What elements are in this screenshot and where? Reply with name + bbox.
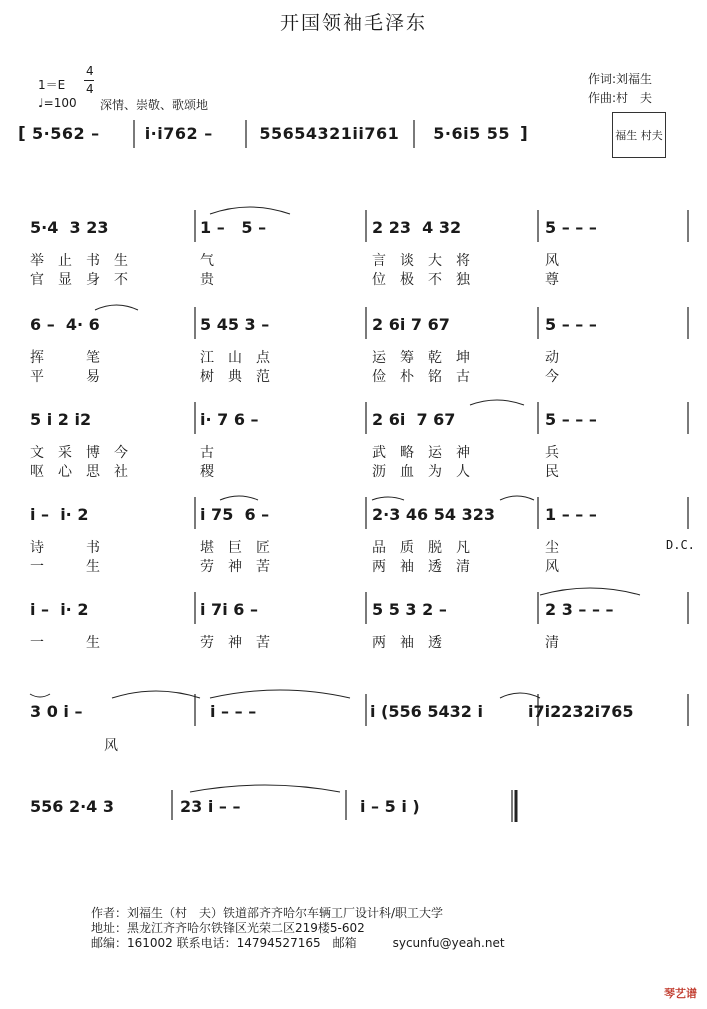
row-2-lyric-line-2	[0, 366, 707, 384]
row-4-lyric-line-1	[0, 537, 707, 555]
lyric-phrase: 呕心思社	[30, 464, 142, 480]
lyric-phrase: 动	[545, 350, 573, 366]
slur	[500, 496, 534, 500]
song-title: 开国领袖毛泽东	[279, 12, 427, 34]
lyric-phrase: 举止书生	[30, 253, 142, 269]
row-3-lyric-line-1	[0, 442, 707, 460]
lyric-phrase: 一 生	[30, 635, 114, 651]
lyric-phrase: 官显身不	[30, 272, 142, 288]
slur	[210, 690, 350, 698]
slur	[95, 305, 138, 310]
lyric-phrase: 武略运神	[372, 445, 484, 461]
time-signature-top: 4	[86, 64, 94, 78]
row-7-measures	[30, 797, 550, 816]
lyric-phrase: 尊	[545, 272, 573, 288]
intro-measure: 55654321ii761	[259, 124, 400, 143]
measure: i – i· 2	[30, 600, 89, 619]
measure: 2·3 46 54 323	[372, 505, 495, 524]
row-6-lyric: 风	[104, 738, 118, 754]
lyric-phrase: 文采博今	[30, 445, 142, 461]
lyric-phrase: 风	[545, 253, 573, 269]
lyric-phrase: 民	[545, 464, 573, 480]
key-signature: 1＝E	[38, 78, 66, 92]
measure: 1 – 5 –	[200, 218, 267, 237]
lyric-phrase: 稷	[200, 464, 228, 480]
lyric-phrase: 俭朴铭古	[372, 369, 484, 385]
lyric-phrase: 今	[545, 369, 573, 385]
lyric-phrase: 品质脱凡	[372, 540, 484, 556]
measure: 556 2·4 3	[30, 797, 115, 816]
row-5-lyric-line-2	[0, 651, 707, 669]
lyric-phrase: 劳神苦	[200, 559, 284, 575]
slur	[372, 497, 404, 500]
tempo-marking: ♩=100	[38, 96, 77, 110]
lyric-phrase: 言谈大将	[372, 253, 484, 269]
measure: 5 – – –	[545, 315, 597, 334]
measure: 5 45 3 –	[200, 315, 270, 334]
slur	[470, 400, 524, 405]
seal-stamp-icon: 福生 村夫	[612, 112, 666, 158]
measure: i7i2232i765	[528, 702, 634, 721]
intro-measure: 5·6i5 55	[433, 124, 511, 143]
slur	[30, 694, 50, 697]
slur	[220, 496, 258, 500]
measure: i· 7 6 –	[200, 410, 259, 429]
lyric-phrase: 两袖透清	[372, 559, 484, 575]
footer-author: 作者：刘福生（村 夫）铁道部齐齐哈尔车辆工厂设计科/职工大学	[91, 906, 444, 920]
footer-info	[91, 906, 505, 951]
intro-measure: i·i762 –	[144, 124, 213, 143]
lyric-phrase: 风	[545, 559, 573, 575]
measure: 2 23 4 32	[372, 218, 462, 237]
lyric-phrase: 尘	[545, 540, 573, 556]
lyric-phrase: 劳神苦	[200, 635, 284, 651]
time-signature-bottom: 4	[86, 82, 94, 96]
row-2-lyric-line-1	[0, 347, 707, 365]
lyricist-credit: 作词:刘福生	[588, 72, 653, 86]
intro-measure: 5·562 –	[32, 124, 100, 143]
measure: i 7i 6 –	[200, 600, 258, 619]
row-3-measures	[0, 410, 707, 434]
lyric-phrase: 古	[200, 445, 228, 461]
measure: 5 i 2 i2	[30, 410, 92, 429]
lyric-phrase: 贵	[200, 272, 228, 288]
measure: i – – –	[210, 702, 257, 721]
row-2-measures	[0, 315, 707, 339]
da-capo-marking: D.C.	[666, 538, 695, 552]
row-3-lyric-line-2	[0, 461, 707, 479]
measure: 6 – 4· 6	[30, 315, 100, 334]
measure: 5 5 3 2 –	[372, 600, 447, 619]
lyric-phrase: 兵	[545, 445, 573, 461]
measure: 23 i – –	[180, 797, 241, 816]
measure: 2 3 – – –	[545, 600, 614, 619]
lyric-phrase: 两袖透	[372, 635, 456, 651]
row-1-lyric-line-1	[0, 250, 707, 268]
intro-measures	[32, 124, 532, 143]
slur	[210, 207, 290, 214]
measure: i 75 6 –	[200, 505, 270, 524]
slur	[112, 691, 200, 698]
lyric-phrase: 沥血为人	[372, 464, 484, 480]
lyric-phrase: 江山点	[200, 350, 284, 366]
lyric-phrase: 平 易	[30, 369, 114, 385]
slur	[500, 693, 540, 698]
composer-credit: 作曲:村 夫	[588, 91, 653, 105]
measure: i – 5 i )	[360, 797, 420, 816]
lyric-phrase: 挥 笔	[30, 350, 114, 366]
row-4-measures	[0, 505, 707, 529]
row-5-measures	[0, 600, 707, 624]
measure: i – i· 2	[30, 505, 89, 524]
intro-bracket-open: [	[18, 124, 26, 144]
lyric-phrase: 一 生	[30, 559, 114, 575]
lyric-phrase: 位极不独	[372, 272, 484, 288]
footer-contact: 邮编：161002 联系电话：14794527165 邮箱 sycunfu@yeah.net	[91, 936, 505, 950]
row-4-lyric-line-2	[0, 556, 707, 574]
lyric-phrase: 清	[545, 635, 573, 651]
measure: 5 – – –	[545, 410, 597, 429]
lyric-phrase: 运筹乾坤	[372, 350, 484, 366]
watermark-logo: 琴艺谱	[664, 987, 697, 1000]
slur	[190, 785, 340, 792]
intro-bracket-close: ]	[520, 124, 528, 144]
measure: 5 – – –	[545, 218, 597, 237]
slur	[540, 588, 640, 595]
measure: 5·4 3 23	[30, 218, 109, 237]
row-6-measures	[30, 702, 690, 721]
measure: 2 6i 7 67	[372, 315, 450, 334]
row-1-measures	[0, 218, 707, 242]
measure: i (556 5432 i	[370, 702, 483, 721]
measure: 2 6i 7 67	[372, 410, 456, 429]
row-1-lyric-line-2	[0, 269, 707, 287]
row-5-lyric-line-1	[0, 632, 707, 650]
lyric-phrase: 堪巨匠	[200, 540, 284, 556]
footer-address: 地址：黑龙江齐齐哈尔铁锋区光荣二区219楼5-602	[91, 921, 365, 935]
lyric-phrase: 诗 书	[30, 540, 114, 556]
measure: 1 – – –	[545, 505, 597, 524]
measure: 3 0 i –	[30, 702, 83, 721]
expression-marking: 深情、崇敬、歌颂地	[100, 98, 209, 112]
lyric-phrase: 气	[200, 253, 228, 269]
lyric-phrase: 树典范	[200, 369, 284, 385]
